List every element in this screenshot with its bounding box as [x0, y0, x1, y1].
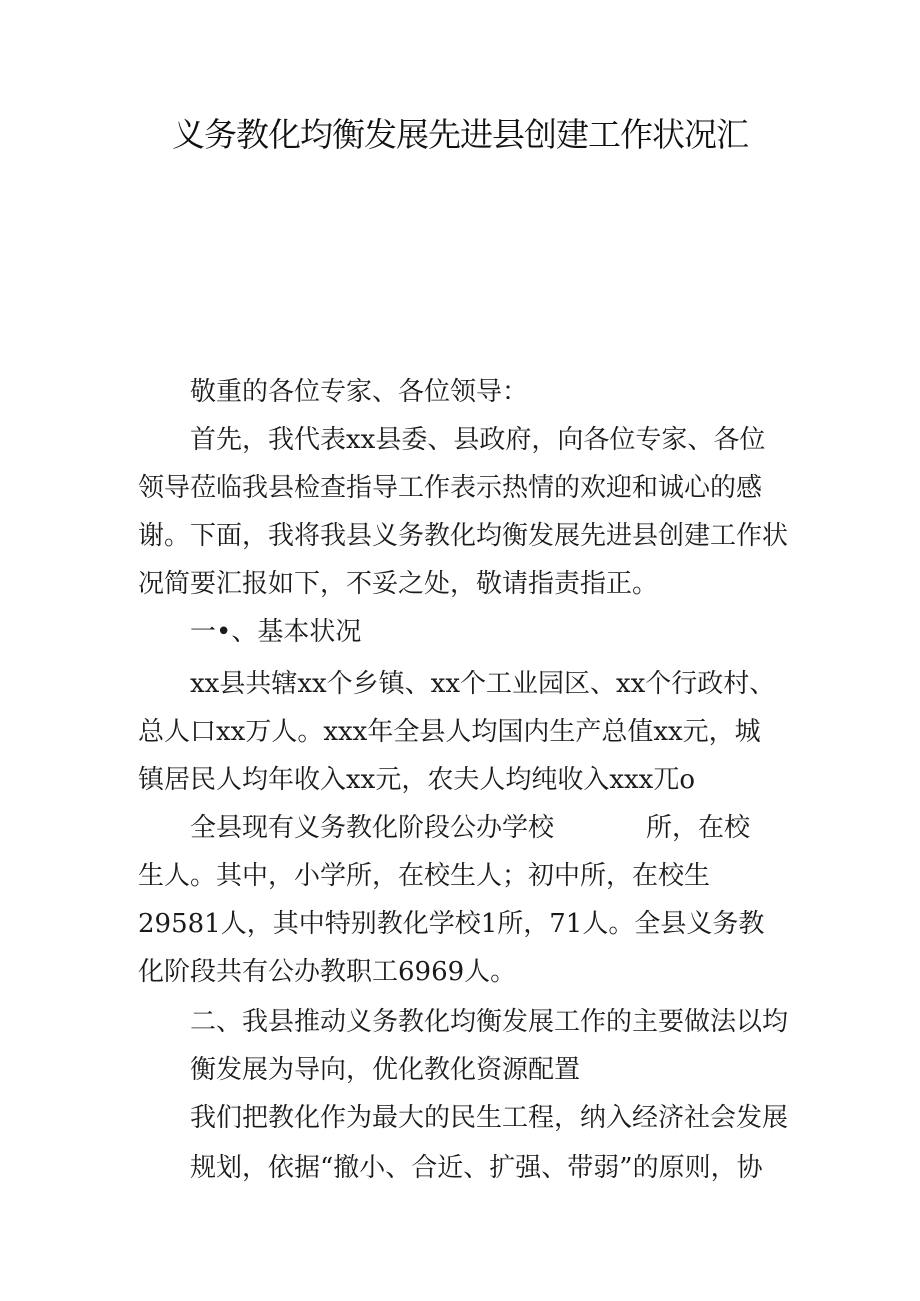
- section1-para2-line-4: 化阶段共有公办教职工6969人。: [138, 957, 517, 987]
- section1-para1-line-3: 镇居民人均年收入xx元，农夫人均纯收入xxx兀o: [138, 765, 695, 795]
- intro-line-3: 谢。下面，我将我县义务教化均衡发展先进县创建工作状: [138, 521, 789, 551]
- intro-line-1: 首先，我代表xx县委、县政府，向各位专家、各位: [190, 425, 766, 455]
- section2-heading-line-2: 衡发展为导向，优化教化资源配置: [190, 1055, 581, 1085]
- section1-para1-line-2: 总人口xx万人。xxx年全县人均国内生产总值xx元，城: [138, 717, 761, 747]
- section1-para2-line-2: 生人。其中，小学所，在校生人；初中所，在校生: [138, 861, 711, 891]
- section2-para-line-1: 我们把教化作为最大的民生工程，纳入经济社会发展: [190, 1103, 789, 1133]
- section1-para2-line-1-part-1: 全县现有义务教化阶段公办学校: [190, 813, 555, 843]
- section1-para2-line-1: [190, 804, 750, 852]
- document-title: 义务教化均衡发展先进县创建工作状况汇: [172, 115, 748, 154]
- section1-para2-line-1-part-2: 所，在校: [646, 813, 751, 843]
- section1-heading: 一•、基本状况: [190, 617, 362, 647]
- greeting: 敬重的各位专家、各位领导：: [190, 377, 529, 407]
- section2-heading-line-1: 二、我县推动义务教化均衡发展工作的主要做法以均: [190, 1007, 789, 1037]
- section1-para2-line-3: 29581人，其中特别教化学校1所，71人。全县义务教: [138, 909, 765, 939]
- intro-line-4: 况简要汇报如下，不妥之处，敬请指责指正。: [138, 569, 659, 599]
- intro-line-2: 领导莅临我县检查指导工作表示热情的欢迎和诚心的感: [138, 473, 763, 503]
- section2-para-line-2: 规划，依据“撤小、合近、扩强、带弱”的原则，协: [190, 1153, 763, 1183]
- section1-para1-line-1: xx县共辖xx个乡镇、xx个工业园区、xx个行政村、: [190, 669, 776, 699]
